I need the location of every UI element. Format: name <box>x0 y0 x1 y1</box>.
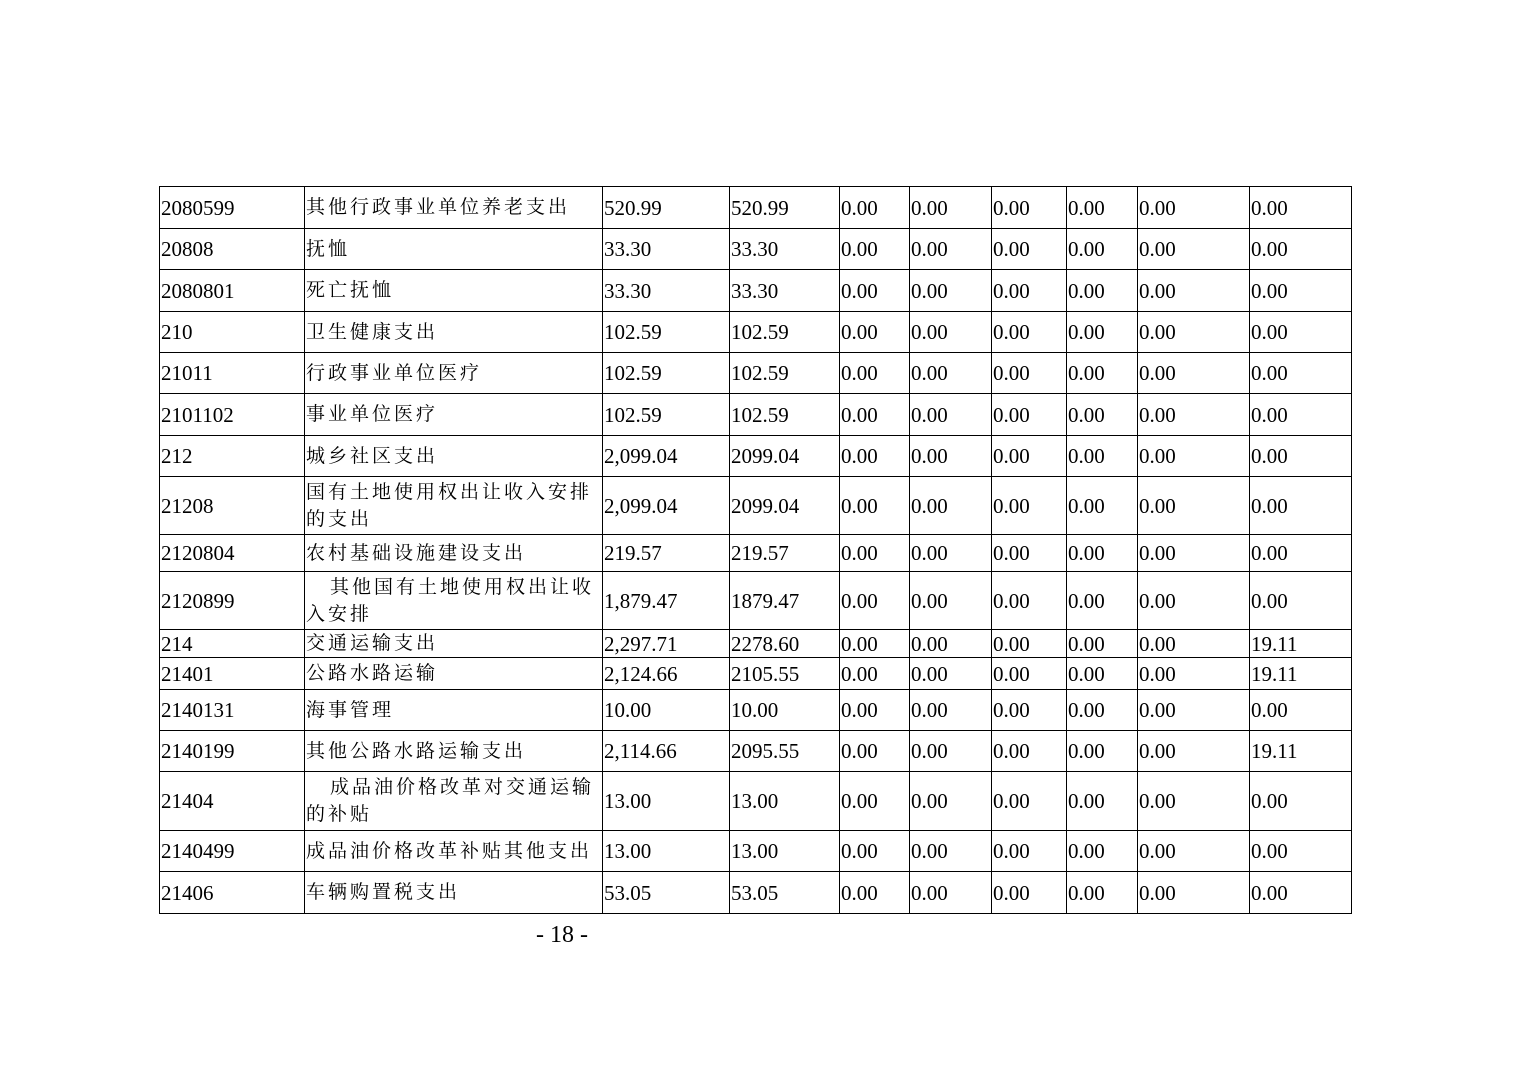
amount-cell: 0.00 <box>1250 872 1352 914</box>
item-code-cell: 2120804 <box>160 535 305 572</box>
amount-cell: 0.00 <box>1138 772 1250 831</box>
amount-cell: 10.00 <box>603 690 730 731</box>
table-row <box>160 731 1352 772</box>
amount-cell: 0.00 <box>910 731 992 772</box>
table-row <box>160 229 1352 270</box>
amount-cell: 0.00 <box>992 394 1067 436</box>
amount-cell: 0.00 <box>910 436 992 477</box>
amount-cell: 102.59 <box>730 312 840 353</box>
item-name-cell: 卫生健康支出 <box>305 312 603 353</box>
item-name-cell: 死亡抚恤 <box>305 270 603 312</box>
amount-cell: 13.00 <box>603 772 730 831</box>
amount-cell: 0.00 <box>840 477 910 535</box>
item-code-cell: 214 <box>160 630 305 658</box>
amount-cell: 0.00 <box>1067 831 1138 872</box>
table-row <box>160 436 1352 477</box>
amount-cell: 0.00 <box>840 630 910 658</box>
amount-cell: 2,124.66 <box>603 658 730 690</box>
amount-cell: 102.59 <box>603 353 730 394</box>
amount-cell: 0.00 <box>1250 312 1352 353</box>
amount-cell: 0.00 <box>992 270 1067 312</box>
amount-cell: 0.00 <box>1250 831 1352 872</box>
amount-cell: 1879.47 <box>730 572 840 630</box>
amount-cell: 0.00 <box>1067 229 1138 270</box>
amount-cell: 19.11 <box>1250 731 1352 772</box>
amount-cell: 0.00 <box>910 872 992 914</box>
table-row <box>160 535 1352 572</box>
amount-cell: 19.11 <box>1250 658 1352 690</box>
amount-cell: 0.00 <box>1067 270 1138 312</box>
amount-cell: 0.00 <box>1067 312 1138 353</box>
item-name-cell: 车辆购置税支出 <box>305 872 603 914</box>
item-name-cell: 其他行政事业单位养老支出 <box>305 187 603 229</box>
amount-cell: 0.00 <box>992 690 1067 731</box>
item-code-cell: 2140499 <box>160 831 305 872</box>
table-row <box>160 772 1352 831</box>
amount-cell: 2,099.04 <box>603 436 730 477</box>
amount-cell: 0.00 <box>840 772 910 831</box>
item-name-cell: 成品油价格改革补贴其他支出 <box>305 831 603 872</box>
amount-cell: 0.00 <box>1067 658 1138 690</box>
item-name-cell: 国有土地使用权出让收入安排的支出 <box>305 477 603 535</box>
amount-cell: 0.00 <box>910 229 992 270</box>
item-code-cell: 20808 <box>160 229 305 270</box>
amount-cell: 0.00 <box>1138 187 1250 229</box>
item-name-cell: 成品油价格改革对交通运输的补贴 <box>305 772 603 831</box>
amount-cell: 0.00 <box>910 690 992 731</box>
amount-cell: 0.00 <box>910 270 992 312</box>
amount-cell: 0.00 <box>1067 353 1138 394</box>
amount-cell: 0.00 <box>1067 690 1138 731</box>
item-code-cell: 21401 <box>160 658 305 690</box>
item-name-cell: 其他国有土地使用权出让收入安排 <box>305 572 603 630</box>
item-code-cell: 21208 <box>160 477 305 535</box>
item-name-cell: 农村基础设施建设支出 <box>305 535 603 572</box>
table-row <box>160 658 1352 690</box>
amount-cell: 102.59 <box>730 353 840 394</box>
item-code-cell: 2120899 <box>160 572 305 630</box>
amount-cell: 0.00 <box>1250 270 1352 312</box>
amount-cell: 0.00 <box>1138 872 1250 914</box>
amount-cell: 102.59 <box>730 394 840 436</box>
amount-cell: 0.00 <box>840 270 910 312</box>
amount-cell: 0.00 <box>1138 353 1250 394</box>
page-number: - 18 - <box>536 922 588 948</box>
amount-cell: 0.00 <box>992 477 1067 535</box>
amount-cell: 13.00 <box>730 772 840 831</box>
amount-cell: 0.00 <box>840 831 910 872</box>
amount-cell: 0.00 <box>1138 535 1250 572</box>
amount-cell: 2,099.04 <box>603 477 730 535</box>
item-name-cell: 公路水路运输 <box>305 658 603 690</box>
amount-cell: 0.00 <box>1138 229 1250 270</box>
amount-cell: 0.00 <box>1138 831 1250 872</box>
amount-cell: 0.00 <box>1250 535 1352 572</box>
item-code-cell: 2140131 <box>160 690 305 731</box>
amount-cell: 33.30 <box>730 229 840 270</box>
item-name-cell: 城乡社区支出 <box>305 436 603 477</box>
amount-cell: 0.00 <box>1138 731 1250 772</box>
amount-cell: 0.00 <box>910 353 992 394</box>
amount-cell: 0.00 <box>1067 394 1138 436</box>
item-code-cell: 21404 <box>160 772 305 831</box>
amount-cell: 0.00 <box>1250 772 1352 831</box>
item-name-cell: 行政事业单位医疗 <box>305 353 603 394</box>
amount-cell: 0.00 <box>910 658 992 690</box>
item-name-cell: 其他公路水路运输支出 <box>305 731 603 772</box>
amount-cell: 0.00 <box>910 394 992 436</box>
amount-cell: 0.00 <box>1067 872 1138 914</box>
amount-cell: 0.00 <box>1250 436 1352 477</box>
amount-cell: 0.00 <box>992 630 1067 658</box>
amount-cell: 102.59 <box>603 312 730 353</box>
amount-cell: 19.11 <box>1250 630 1352 658</box>
amount-cell: 0.00 <box>992 731 1067 772</box>
amount-cell: 0.00 <box>992 572 1067 630</box>
amount-cell: 0.00 <box>992 535 1067 572</box>
amount-cell: 0.00 <box>1138 572 1250 630</box>
amount-cell: 0.00 <box>1138 630 1250 658</box>
item-name-cell: 抚恤 <box>305 229 603 270</box>
amount-cell: 2,114.66 <box>603 731 730 772</box>
amount-cell: 0.00 <box>1138 658 1250 690</box>
table-row <box>160 394 1352 436</box>
amount-cell: 53.05 <box>730 872 840 914</box>
table-row <box>160 630 1352 658</box>
amount-cell: 0.00 <box>910 187 992 229</box>
amount-cell: 1,879.47 <box>603 572 730 630</box>
amount-cell: 0.00 <box>910 831 992 872</box>
amount-cell: 33.30 <box>603 270 730 312</box>
amount-cell: 0.00 <box>1138 477 1250 535</box>
amount-cell: 0.00 <box>992 187 1067 229</box>
amount-cell: 219.57 <box>730 535 840 572</box>
amount-cell: 0.00 <box>1250 572 1352 630</box>
amount-cell: 0.00 <box>992 772 1067 831</box>
amount-cell: 0.00 <box>1067 731 1138 772</box>
amount-cell: 0.00 <box>1138 394 1250 436</box>
item-code-cell: 21011 <box>160 353 305 394</box>
amount-cell: 13.00 <box>730 831 840 872</box>
amount-cell: 0.00 <box>992 229 1067 270</box>
amount-cell: 0.00 <box>1250 690 1352 731</box>
amount-cell: 10.00 <box>730 690 840 731</box>
amount-cell: 0.00 <box>992 872 1067 914</box>
amount-cell: 0.00 <box>992 658 1067 690</box>
amount-cell: 13.00 <box>603 831 730 872</box>
amount-cell: 2,297.71 <box>603 630 730 658</box>
amount-cell: 0.00 <box>1138 690 1250 731</box>
amount-cell: 0.00 <box>1250 477 1352 535</box>
amount-cell: 102.59 <box>603 394 730 436</box>
amount-cell: 0.00 <box>1250 187 1352 229</box>
budget-table <box>159 186 1352 914</box>
item-code-cell: 2101102 <box>160 394 305 436</box>
amount-cell: 0.00 <box>1250 353 1352 394</box>
table-row <box>160 477 1352 535</box>
item-code-cell: 2080599 <box>160 187 305 229</box>
amount-cell: 0.00 <box>1138 270 1250 312</box>
table-row <box>160 831 1352 872</box>
amount-cell: 0.00 <box>910 772 992 831</box>
amount-cell: 2095.55 <box>730 731 840 772</box>
item-name-cell: 海事管理 <box>305 690 603 731</box>
amount-cell: 2099.04 <box>730 477 840 535</box>
amount-cell: 219.57 <box>603 535 730 572</box>
table-row <box>160 312 1352 353</box>
amount-cell: 0.00 <box>840 187 910 229</box>
amount-cell: 0.00 <box>1250 394 1352 436</box>
amount-cell: 0.00 <box>840 658 910 690</box>
amount-cell: 0.00 <box>910 312 992 353</box>
amount-cell: 0.00 <box>992 436 1067 477</box>
amount-cell: 0.00 <box>840 572 910 630</box>
item-code-cell: 210 <box>160 312 305 353</box>
amount-cell: 0.00 <box>910 535 992 572</box>
amount-cell: 0.00 <box>840 353 910 394</box>
amount-cell: 0.00 <box>840 436 910 477</box>
table-row <box>160 872 1352 914</box>
amount-cell: 520.99 <box>603 187 730 229</box>
item-name-cell: 事业单位医疗 <box>305 394 603 436</box>
amount-cell: 0.00 <box>840 535 910 572</box>
amount-cell: 0.00 <box>910 477 992 535</box>
table-row <box>160 353 1352 394</box>
table-row <box>160 690 1352 731</box>
item-code-cell: 2080801 <box>160 270 305 312</box>
amount-cell: 0.00 <box>992 831 1067 872</box>
table-row <box>160 270 1352 312</box>
item-code-cell: 21406 <box>160 872 305 914</box>
amount-cell: 0.00 <box>840 394 910 436</box>
table-row <box>160 187 1352 229</box>
amount-cell: 2099.04 <box>730 436 840 477</box>
table-body <box>160 187 1352 914</box>
amount-cell: 0.00 <box>1067 436 1138 477</box>
amount-cell: 0.00 <box>1067 572 1138 630</box>
amount-cell: 520.99 <box>730 187 840 229</box>
amount-cell: 0.00 <box>840 731 910 772</box>
item-name-cell: 交通运输支出 <box>305 630 603 658</box>
amount-cell: 0.00 <box>1250 229 1352 270</box>
amount-cell: 0.00 <box>840 690 910 731</box>
amount-cell: 0.00 <box>1138 312 1250 353</box>
amount-cell: 0.00 <box>840 229 910 270</box>
amount-cell: 33.30 <box>730 270 840 312</box>
amount-cell: 0.00 <box>840 312 910 353</box>
amount-cell: 0.00 <box>840 872 910 914</box>
amount-cell: 0.00 <box>1067 630 1138 658</box>
amount-cell: 0.00 <box>1067 477 1138 535</box>
table-row <box>160 572 1352 630</box>
amount-cell: 0.00 <box>910 572 992 630</box>
amount-cell: 0.00 <box>1067 772 1138 831</box>
amount-cell: 0.00 <box>910 630 992 658</box>
amount-cell: 0.00 <box>992 353 1067 394</box>
amount-cell: 33.30 <box>603 229 730 270</box>
item-code-cell: 2140199 <box>160 731 305 772</box>
amount-cell: 53.05 <box>603 872 730 914</box>
amount-cell: 0.00 <box>1067 535 1138 572</box>
item-code-cell: 212 <box>160 436 305 477</box>
amount-cell: 0.00 <box>1138 436 1250 477</box>
amount-cell: 0.00 <box>1067 187 1138 229</box>
amount-cell: 2278.60 <box>730 630 840 658</box>
amount-cell: 2105.55 <box>730 658 840 690</box>
amount-cell: 0.00 <box>992 312 1067 353</box>
